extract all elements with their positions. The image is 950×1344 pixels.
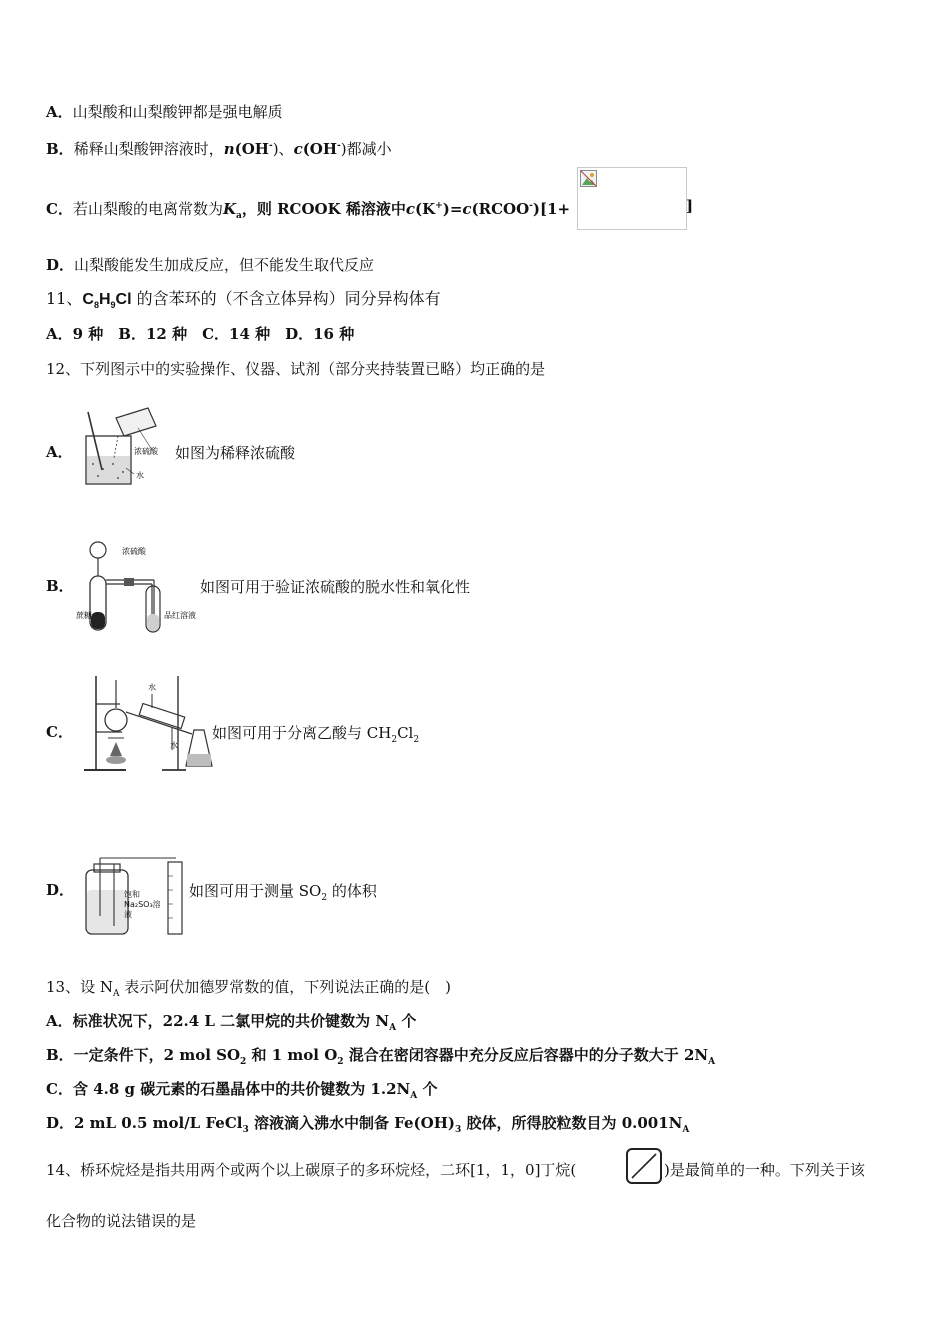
q12-b-label: B． xyxy=(46,577,74,595)
q13-option-b: B．一定条件下，2 mol $SO_2$ 和 1 mol $O_2$ 混合在密闭容器中充分反应后容器中的分子数大于 $2N_A$ xyxy=(46,1046,716,1067)
q14-stem-line1b: )是最简单的一种。下列关于该 xyxy=(664,1161,865,1179)
q12-d-text: 如图可用于测量 $SO_2$ 的体积 xyxy=(189,882,377,903)
q13-option-a: A．标准状况下，22.4 L 二氯甲烷的共价键数为 $N_A$ 个 xyxy=(46,1012,417,1033)
q14-stem-line2: 化合物的说法错误的是 xyxy=(46,1212,197,1230)
gas-volume-figure xyxy=(80,856,186,938)
q12-a-label: A． xyxy=(46,443,73,461)
fig-label-acid: 浓硫酸 xyxy=(122,547,146,556)
q10-option-d: D．山梨酸能发生加成反应，但不能发生取代反应 xyxy=(46,256,375,274)
q12-b-text: 如图可用于验证浓硫酸的脱水性和氧化性 xyxy=(200,578,471,596)
fig-label-sugar: 蔗糖 xyxy=(76,611,92,620)
q14-stem-line1a: 14、桥环烷烃是指共用两个或两个以上碳原子的多环烷烃，二环[1，1，0]丁烷( xyxy=(46,1161,577,1179)
q10-option-c-close: ] xyxy=(686,197,694,215)
q12-stem: 12、下列图示中的实验操作、仪器、试剂（部分夹持装置已略）均正确的是 xyxy=(46,360,546,378)
q11-options: A．9 种 B．12 种 C．14 种 D．16 种 xyxy=(46,325,355,343)
bicyclobutane-bond xyxy=(628,1150,660,1182)
q10-option-c: C．若山梨酸的电离常数为$K_a$，则 RCOOK 稀溶液中c(K+)=c(RCOO-)[1+ xyxy=(46,200,571,221)
q12-c-text: 如图可用于分离乙酸与 $CH_2Cl_2$ xyxy=(212,724,420,745)
fig-label-acid: 浓硫酸 xyxy=(134,447,158,456)
q12-c-label: C． xyxy=(46,723,73,741)
q10-option-b: B．稀释山梨酸钾溶液时，n(OH-)、c(OH-)都减小 xyxy=(46,140,392,158)
distillation-figure xyxy=(80,672,216,776)
q11-stem: 11、$C_8H_9Cl$ 的含苯环的（不含立体异构）同分异构体有 xyxy=(46,289,441,311)
dilution-figure xyxy=(78,406,174,488)
q13-option-c: C．含 4.8 g 碳元素的石墨晶体中的共价键数为 $1.2N_A$ 个 xyxy=(46,1080,438,1101)
q10-option-a: A．山梨酸和山梨酸钾都是强电解质 xyxy=(46,103,283,121)
fig-label-fuchsin: 品红溶液 xyxy=(164,611,196,620)
broken-image-icon xyxy=(580,170,597,187)
fig-label-water-in: 水 xyxy=(148,683,156,692)
bicyclobutane-structure xyxy=(626,1148,662,1184)
q13-option-d: D．2 mL 0.5 mol/L FeCl$_3$ 溶液滴入沸水中制备 $Fe(OH)_3$ 胶体，所得胶粒数目为 $0.001N_A$ xyxy=(46,1114,690,1135)
dehydration-figure xyxy=(76,536,198,640)
fig-label-water: 水 xyxy=(136,471,144,480)
fig-label-na2so3: 饱和Na₂SO₃溶液 xyxy=(124,890,161,919)
fig-label-water-out: 水 xyxy=(170,741,178,750)
broken-image-placeholder xyxy=(577,167,687,230)
q12-a-text: 如图为稀释浓硫酸 xyxy=(175,444,296,462)
q13-stem: 13、设 $N_A$ 表示阿伏加德罗常数的值，下列说法正确的是( ) xyxy=(46,978,451,999)
q12-d-label: D． xyxy=(46,881,75,899)
